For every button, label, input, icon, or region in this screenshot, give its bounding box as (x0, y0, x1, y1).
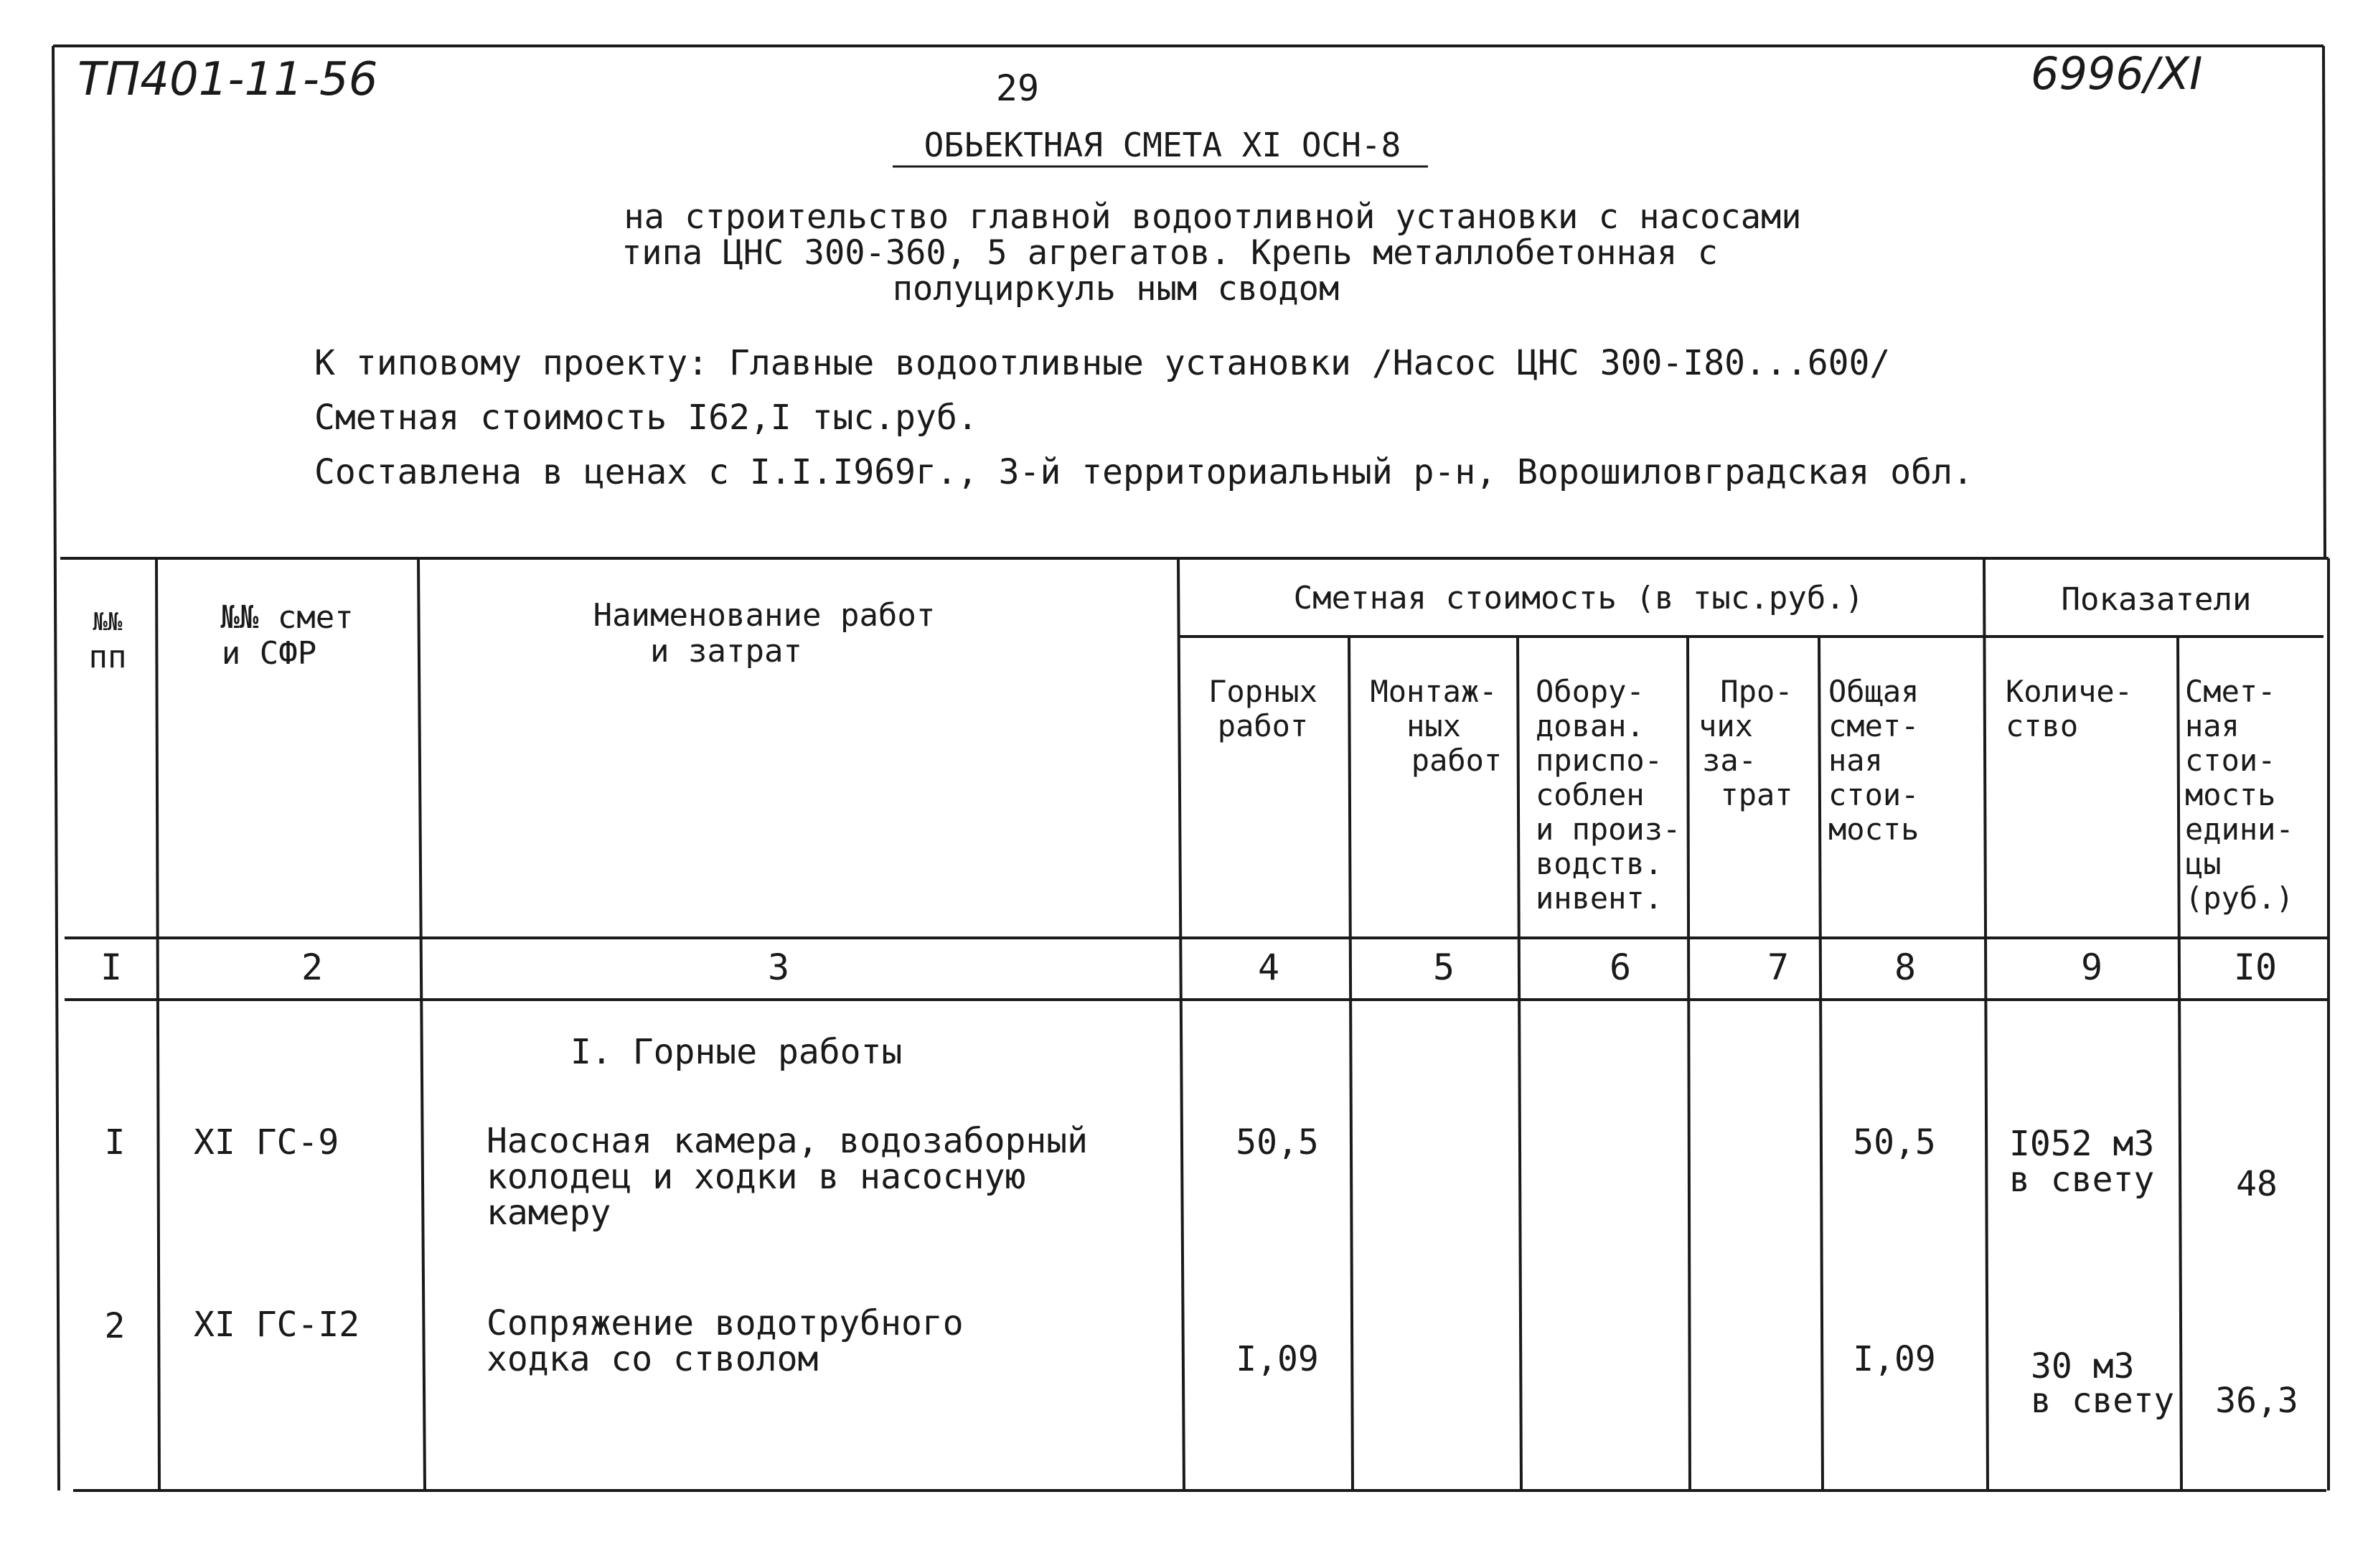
svg-text:Смет-: Смет- (2185, 674, 2276, 709)
svg-text:Общая: Общая (1828, 674, 1919, 709)
header-col6 (1536, 674, 1681, 916)
table-grid (65, 558, 2329, 1490)
section-title: I. Горные работы (570, 1032, 903, 1072)
svg-text:и произ-: и произ- (1536, 812, 1681, 847)
svg-text:водств.: водств. (1536, 846, 1663, 881)
column-number: 7 (1767, 947, 1790, 988)
svg-text:Горных: Горных (1208, 674, 1317, 709)
column-number: 5 (1432, 947, 1455, 988)
row-unit-cost: 36,3 (2215, 1381, 2298, 1421)
svg-text:инвент.: инвент. (1536, 881, 1663, 916)
info-line-project: К типовому проекту: Главные водоотливные установки /Насос ЦНС 300-I80...600/ (314, 343, 1891, 383)
row-smet: XI ГС-9 (194, 1122, 339, 1163)
svg-text:Монтаж-: Монтаж- (1370, 674, 1498, 709)
svg-text:ная: ная (1828, 743, 1883, 778)
column-number: 3 (767, 947, 790, 988)
column-number: I (100, 947, 123, 988)
header-col7 (1698, 674, 1793, 812)
doc-code: ТП401-11-56 (77, 53, 378, 106)
svg-text:Про-: Про- (1720, 674, 1793, 709)
info-line-prices: Составлена в ценах с I.I.I969г., 3-й территориальный р-н, Ворошиловградская обл. (314, 452, 1973, 492)
row-number: I (104, 1122, 126, 1163)
row-number: 2 (104, 1306, 126, 1346)
subtitle (621, 197, 1802, 309)
column-number: 6 (1609, 947, 1632, 988)
header-col9 (2006, 674, 2133, 743)
svg-text:работ: работ (1217, 708, 1309, 743)
svg-text:ство: ство (2006, 708, 2079, 743)
svg-text:Наименование работ: Наименование работ (593, 597, 936, 634)
svg-text:и СФР: и СФР (221, 635, 317, 672)
svg-text:и затрат: и затрат (650, 633, 802, 670)
svg-text:дован.: дован. (1536, 708, 1645, 743)
svg-text:Количе-: Количе- (2006, 674, 2133, 709)
row-name-line: Сопряжение водотрубного (487, 1303, 964, 1343)
svg-text:№№ смет: №№ смет (220, 599, 354, 636)
svg-text:стои-: стои- (2185, 743, 2276, 778)
svg-text:смет-: смет- (1828, 708, 1919, 743)
column-number: 4 (1257, 947, 1280, 988)
svg-text:мость: мость (2185, 777, 2276, 812)
svg-text:ная: ная (2185, 708, 2240, 743)
row-quantity: 30 м3 (2031, 1346, 2135, 1386)
column-numbers (100, 947, 2277, 988)
project-info (314, 343, 1973, 492)
row-smet: XI ГС-I2 (194, 1305, 360, 1345)
subtitle-line: полуциркуль ным сводом (892, 269, 1340, 309)
page-title: ОБЬЕКТНАЯ СМЕТА XI ОСН-8 (924, 126, 1401, 164)
row-quantity: в свету (2009, 1160, 2155, 1200)
svg-text:пп: пп (88, 639, 127, 675)
row-total-cost: 50,5 (1853, 1122, 1936, 1163)
svg-text:работ: работ (1411, 743, 1503, 778)
svg-text:(руб.): (руб.) (2185, 881, 2294, 916)
subtitle-line: типа ЦНС 300-360, 5 агрегатов. Крепь металлобетонная с (621, 233, 1719, 273)
row-name-line: Насосная камера, водозаборный (487, 1121, 1089, 1161)
row-mining-cost: 50,5 (1236, 1122, 1319, 1163)
row-name-line: камеру (487, 1193, 611, 1233)
svg-text:соблен: соблен (1536, 777, 1645, 812)
svg-text:Обору-: Обору- (1536, 674, 1645, 709)
column-number: I0 (2233, 947, 2278, 988)
row-quantity: I052 м3 (2009, 1124, 2155, 1164)
svg-text:приспо-: приспо- (1536, 743, 1663, 778)
column-number: 8 (1894, 947, 1917, 988)
column-number: 9 (2080, 947, 2103, 988)
header-smet (220, 599, 353, 672)
header-col8 (1828, 674, 1919, 847)
svg-text:трат: трат (1720, 777, 1793, 812)
row-mining-cost: I,09 (1236, 1339, 1319, 1379)
row-unit-cost: 48 (2236, 1164, 2278, 1204)
table-row (105, 1121, 2278, 1233)
svg-text:стои-: стои- (1828, 777, 1919, 812)
info-line-cost: Сметная стоимость I62,I тыс.руб. (314, 398, 978, 438)
header-cost-group: Сметная стоимость (в тыс.руб.) (1293, 580, 1864, 616)
table-row (105, 1303, 2298, 1421)
svg-text:мость: мость (1828, 812, 1919, 847)
svg-text:цы: цы (2185, 846, 2222, 881)
sheet-code: 6996/XI (2031, 47, 2203, 100)
header-col10 (2185, 674, 2294, 916)
svg-text:№№: №№ (93, 608, 123, 637)
svg-text:чих: чих (1698, 708, 1753, 743)
page-number: 29 (995, 67, 1040, 109)
header-col4 (1208, 674, 1317, 743)
svg-text:едини-: едини- (2185, 812, 2294, 847)
header-num (89, 608, 127, 675)
subtitle-line: на строительство главной водоотливной установки с насосами (624, 197, 1802, 237)
header-col5 (1370, 674, 1502, 778)
row-quantity: в свету (2031, 1381, 2174, 1421)
row-name-line: колодец и ходки в насосную (487, 1157, 1026, 1197)
svg-text:ных: ных (1406, 708, 1461, 743)
row-total-cost: I,09 (1853, 1339, 1936, 1379)
header-name (593, 597, 936, 670)
column-number: 2 (301, 947, 324, 988)
svg-text:за-: за- (1702, 743, 1757, 778)
header-indicators-group: Показатели (2061, 581, 2252, 618)
row-name-line: ходка со стволом (487, 1339, 819, 1379)
